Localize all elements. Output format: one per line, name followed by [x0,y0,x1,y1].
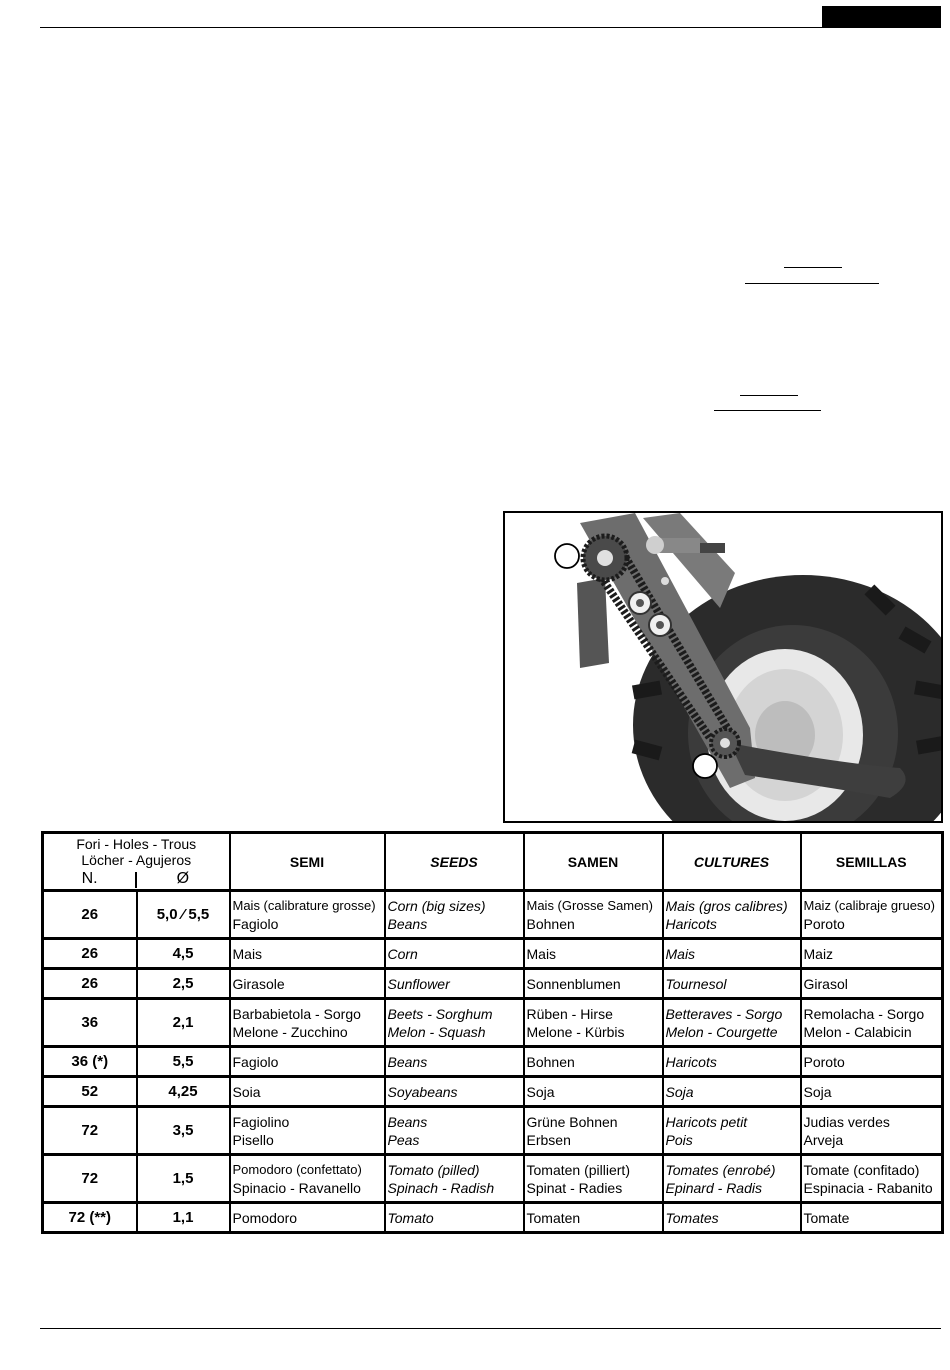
crop-name: Spinach - Radish [387,1179,495,1196]
holes-count: 26 [43,891,137,939]
crop-name: Sonnenblumen [526,975,621,992]
holes-count: 36 [43,999,137,1047]
crop-name: Mais [232,945,263,962]
crop-name: Bohnen [526,915,575,932]
crop-samen [524,1155,663,1203]
col-seeds: SEEDS [385,833,524,891]
crop-semillas [801,891,943,939]
crop-cultures [663,999,801,1047]
blank-field-2a [740,395,798,396]
table-row [43,969,943,999]
crop-cultures [663,891,801,939]
crop-semillas [801,939,943,969]
callout-upper-sprocket [555,544,579,568]
section-tab [822,6,941,27]
col-cultures: CULTURES [663,833,801,891]
crop-seeds [385,969,524,999]
crop-name: Poroto [803,915,845,932]
crop-semi [230,1203,385,1233]
crop-name: Tomaten [526,1209,581,1226]
footer-rule [40,1328,941,1329]
holes-header-line1: Fori - Holes - Trous [76,835,197,852]
holes-header-line2: Löcher - Agujeros [81,851,192,868]
crop-semi [230,1107,385,1155]
hole-diameter: 2,5 [137,969,230,999]
holes-count: 36 (*) [43,1047,137,1077]
crop-name: Sunflower [387,975,450,992]
crop-name: Pois [665,1131,693,1148]
crop-name: Mais (calibrature grosse) [232,897,376,913]
hole-diameter: 5,0 ⁄ 5,5 [137,891,230,939]
crop-semillas [801,969,943,999]
hole-diameter: 1,5 [137,1155,230,1203]
crop-name: Poroto [803,1053,845,1070]
crop-name: Melon - Squash [387,1023,486,1040]
crop-name: Tomate (confitado) [803,1161,920,1178]
holes-count: 72 (**) [43,1203,137,1233]
crop-cultures [663,939,801,969]
crop-seeds [385,1155,524,1203]
holes-count-label: N. [81,869,98,887]
hole-diameter: 4,5 [137,939,230,969]
crop-seeds [385,1047,524,1077]
table-row [43,891,943,939]
crop-name: Tournesol [665,975,727,992]
crop-samen [524,891,663,939]
crop-seeds [385,999,524,1047]
table-row [43,1155,943,1203]
crop-samen [524,969,663,999]
holes-count: 26 [43,939,137,969]
blank-field-2b [714,410,821,411]
table-header-row [43,833,943,891]
crop-seeds [385,939,524,969]
hole-diameter: 5,5 [137,1047,230,1077]
hole-diameter: 2,1 [137,999,230,1047]
seed-plate-table [41,831,944,1234]
crop-semi [230,1155,385,1203]
crop-name: Mais (Grosse Samen) [526,897,653,913]
crop-name: Haricots [665,1053,717,1070]
crop-name: Melon - Courgette [665,1023,778,1040]
header-rule [40,27,941,28]
crop-seeds [385,891,524,939]
crop-name: Erbsen [526,1131,571,1148]
crop-samen [524,1047,663,1077]
crop-name: Mais [526,945,557,962]
crop-semi [230,1047,385,1077]
hole-diameter-label: Ø [176,869,190,887]
crop-samen [524,1203,663,1233]
holes-header [43,833,230,891]
crop-name: Tomates (enrobé) [665,1161,776,1178]
table-row [43,1203,943,1233]
table-row [43,1077,943,1107]
lower-sprocket [711,729,739,757]
crop-name: Beets - Sorghum [387,1005,493,1022]
crop-name: Pisello [232,1131,274,1148]
crop-semillas [801,1047,943,1077]
crop-name: Beans [387,1053,428,1070]
drive-chain-illustration [505,513,941,821]
crop-samen [524,999,663,1047]
crop-name: Soja [665,1083,694,1100]
crop-name: Grüne Bohnen [526,1113,618,1130]
crop-name: Fagiolo [232,1053,279,1070]
crop-semillas [801,1155,943,1203]
crop-name: Girasole [232,975,285,992]
hole-diameter: 4,25 [137,1077,230,1107]
crop-name: Soyabeans [387,1083,458,1100]
table-row [43,939,943,969]
holes-count: 26 [43,969,137,999]
crop-semillas [801,999,943,1047]
crop-cultures [663,1155,801,1203]
hole-diameter: 3,5 [137,1107,230,1155]
col-samen: SAMEN [524,833,663,891]
blank-field-1b [745,283,879,284]
crop-name: Betteraves - Sorgo [665,1005,783,1022]
crop-semi [230,939,385,969]
crop-name: Tomates [665,1209,719,1226]
holes-count: 72 [43,1155,137,1203]
crop-name: Spinat - Radies [526,1179,623,1196]
crop-samen [524,1107,663,1155]
crop-name: Haricots [665,915,717,932]
crop-name: Soja [803,1083,832,1100]
crop-name: Soia [232,1083,261,1100]
table-row [43,1107,943,1155]
col-semillas: SEMILLAS [801,833,943,891]
crop-name: Soja [526,1083,555,1100]
crop-name: Fagiolo [232,915,279,932]
crop-name: Peas [387,1131,420,1148]
crop-name: Maiz (calibraje grueso) [803,897,935,913]
crop-name: Tomate [803,1209,850,1226]
drive-chain-photo [503,511,943,823]
crop-name: Judias verdes [803,1113,890,1130]
crop-cultures [663,1077,801,1107]
crop-name: Tomato (pilled) [387,1161,480,1178]
col-semi: SEMI [230,833,385,891]
crop-name: Tomaten (pilliert) [526,1161,630,1178]
crop-semillas [801,1107,943,1155]
crop-semi [230,969,385,999]
crop-name: Pomodoro [232,1209,298,1226]
crop-cultures [663,1047,801,1077]
crop-seeds [385,1077,524,1107]
crop-semillas [801,1203,943,1233]
holes-count: 52 [43,1077,137,1107]
crop-name: Mais (gros calibres) [665,897,788,914]
crop-name: Tomato [387,1209,434,1226]
crop-name: Mais [665,945,696,962]
crop-name: Melone - Zucchino [232,1023,348,1040]
crop-name: Melone - Kürbis [526,1023,625,1040]
crop-name: Corn [387,945,418,962]
crop-cultures [663,1203,801,1233]
crop-name: Fagiolino [232,1113,290,1130]
crop-name: Spinacio - Ravanello [232,1179,361,1196]
crop-name: Arveja [803,1131,844,1148]
blank-field-1a [784,267,842,268]
crop-semillas [801,1077,943,1107]
crop-name: Pomodoro (confettato) [232,1161,362,1177]
crop-semi [230,1077,385,1107]
crop-samen [524,1077,663,1107]
hole-diameter: 1,1 [137,1203,230,1233]
crop-samen [524,939,663,969]
table-row [43,1047,943,1077]
crop-name: Beans [387,1113,428,1130]
callout-lower-sprocket [693,754,717,778]
table-row [43,999,943,1047]
crop-name: Girasol [803,975,848,992]
crop-name: Rüben - Hirse [526,1005,613,1022]
crop-cultures [663,969,801,999]
crop-name: Remolacha - Sorgo [803,1005,925,1022]
crop-name: Maiz [803,945,834,962]
crop-name: Corn (big sizes) [387,897,486,914]
crop-name: Barbabietola - Sorgo [232,1005,361,1022]
crop-seeds [385,1107,524,1155]
crop-name: Epinard - Radis [665,1179,762,1196]
crop-semi [230,891,385,939]
holes-count: 72 [43,1107,137,1155]
crop-semi [230,999,385,1047]
crop-name: Haricots petit [665,1113,748,1130]
crop-name: Espinacia - Rabanito [803,1179,933,1196]
crop-cultures [663,1107,801,1155]
crop-name: Bohnen [526,1053,575,1070]
crop-name: Melon - Calabicin [803,1023,912,1040]
crop-name: Beans [387,915,428,932]
crop-seeds [385,1203,524,1233]
